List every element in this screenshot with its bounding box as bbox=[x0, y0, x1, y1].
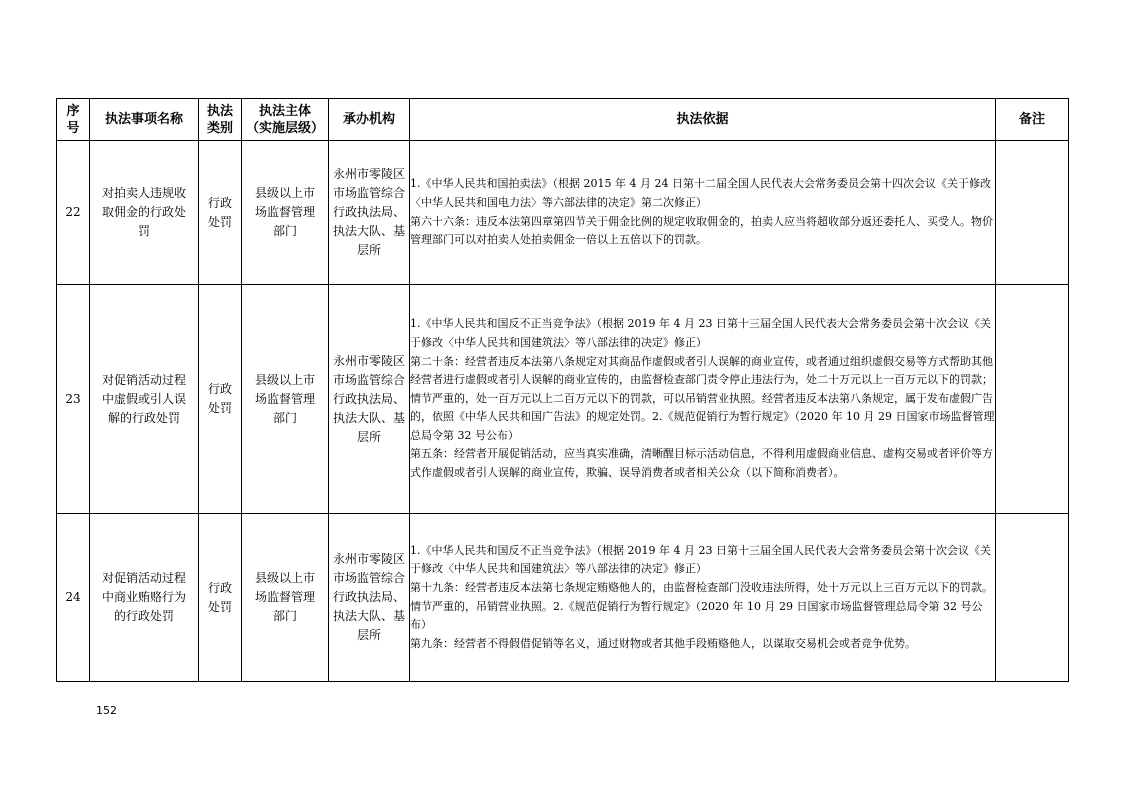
header-remark: 备注 bbox=[996, 99, 1069, 141]
row-basis: 1.《中华人民共和国反不正当竞争法》（根据 2019 年 4 月 23 日第十三届全国人民代表大会常务委员会第十次会议《关于修改〈中华人民共和国建筑法〉等八部法律的决定》修正） 第二十条：经营者违反本法第八条规定对其商品作虚假或者引人误解的商业宣传，或者通过组织虚假交易等方式帮助其他经营者进行虚假或者引人误解的商业宣传的，由监督检查部门责令停止违法行为，处二十万元以上一百万元以下的罚款；情节严重的，处一百万元以上二百万元以下的罚款，可以吊销营业执照。经营者违反本法第八条规定，属于发布虚假广告的，依照《中华人民共和国广告法》的规定处罚。2.《规范促销行为暂行规定》（2020 年 10 月 29 日国家市场监督管理总局令第 32 号公布） 第五条：经营者开展促销活动，应当真实准确，清晰醒目标示活动信息，不得利用虚假商业信息、虚构交易或者评价等方式作虚假或者引人误解的商业宣传，欺骗、误导消费者或者相关公众（以下简称消费者）。 bbox=[410, 285, 996, 514]
row-subject: 县级以上市场监督管理部门 bbox=[242, 285, 329, 514]
header-subject bbox=[242, 99, 329, 141]
header-office: 承办机构 bbox=[329, 99, 410, 141]
row-remark bbox=[996, 514, 1069, 682]
table-row bbox=[57, 141, 1069, 285]
row-item: 对拍卖人违规收取佣金的行政处罚 bbox=[90, 141, 199, 285]
header-category-line1: 执法 bbox=[206, 103, 233, 119]
row-office: 永州市零陵区市场监管综合行政执法局、执法大队、基层所 bbox=[329, 514, 410, 682]
row-remark bbox=[996, 285, 1069, 514]
row-item: 对促销活动过程中商业贿赂行为的行政处罚 bbox=[90, 514, 199, 682]
page-number: 152 bbox=[96, 704, 117, 717]
header-row bbox=[57, 99, 1069, 141]
row-subject: 县级以上市场监督管理部门 bbox=[242, 141, 329, 285]
row-seq: 24 bbox=[57, 514, 90, 682]
header-item: 执法事项名称 bbox=[90, 99, 199, 141]
header-seq-line2: 号 bbox=[66, 120, 80, 136]
row-basis: 1.《中华人民共和国反不正当竞争法》（根据 2019 年 4 月 23 日第十三届全国人民代表大会常务委员会第十次会议《关于修改〈中华人民共和国建筑法〉等八部法律的决定》修正） 第十九条：经营者违反本法第七条规定贿赂他人的，由监督检查部门没收违法所得，处十万元以上三百万元以下的罚款。情节严重的，吊销营业执照。2.《规范促销行为暂行规定》（2020 年 10 月 29 日国家市场监督管理总局令第 32 号公布） 第九条：经营者不得假借促销等名义，通过财物或者其他手段贿赂他人，以谋取交易机会或者竞争优势。 bbox=[410, 514, 996, 682]
row-basis: 1.《中华人民共和国拍卖法》（根据 2015 年 4 月 24 日第十二届全国人民代表大会常务委员会第十四次会议《关于修改〈中华人民共和国电力法〉等六部法律的决定》第二次修正） 第六十六条：违反本法第四章第四节关于佣金比例的规定收取佣金的，拍卖人应当将超收部分返还委托人、买受人。物价管理部门可以对拍卖人处拍卖佣金一倍以上五倍以下的罚款。 bbox=[410, 141, 996, 285]
row-category: 行政处罚 bbox=[199, 514, 242, 682]
header-subject-line2: （实施层级） bbox=[245, 120, 324, 136]
row-category: 行政处罚 bbox=[199, 285, 242, 514]
header-basis: 执法依据 bbox=[410, 99, 996, 141]
header-seq bbox=[57, 99, 90, 141]
table-row bbox=[57, 514, 1069, 682]
table-row bbox=[57, 285, 1069, 514]
row-office: 永州市零陵区市场监管综合行政执法局、执法大队、基层所 bbox=[329, 141, 410, 285]
header-category bbox=[199, 99, 242, 141]
header-seq-line1: 序 bbox=[66, 103, 80, 119]
row-item: 对促销活动过程中虚假或引人误解的行政处罚 bbox=[90, 285, 199, 514]
header-subject-line1: 执法主体 bbox=[258, 103, 311, 119]
row-remark bbox=[996, 141, 1069, 285]
row-category: 行政处罚 bbox=[199, 141, 242, 285]
header-category-line2: 类别 bbox=[206, 120, 233, 136]
row-seq: 23 bbox=[57, 285, 90, 514]
row-office: 永州市零陵区市场监管综合行政执法局、执法大队、基层所 bbox=[329, 285, 410, 514]
row-subject: 县级以上市场监督管理部门 bbox=[242, 514, 329, 682]
row-seq: 22 bbox=[57, 141, 90, 285]
enforcement-table bbox=[56, 98, 1069, 682]
